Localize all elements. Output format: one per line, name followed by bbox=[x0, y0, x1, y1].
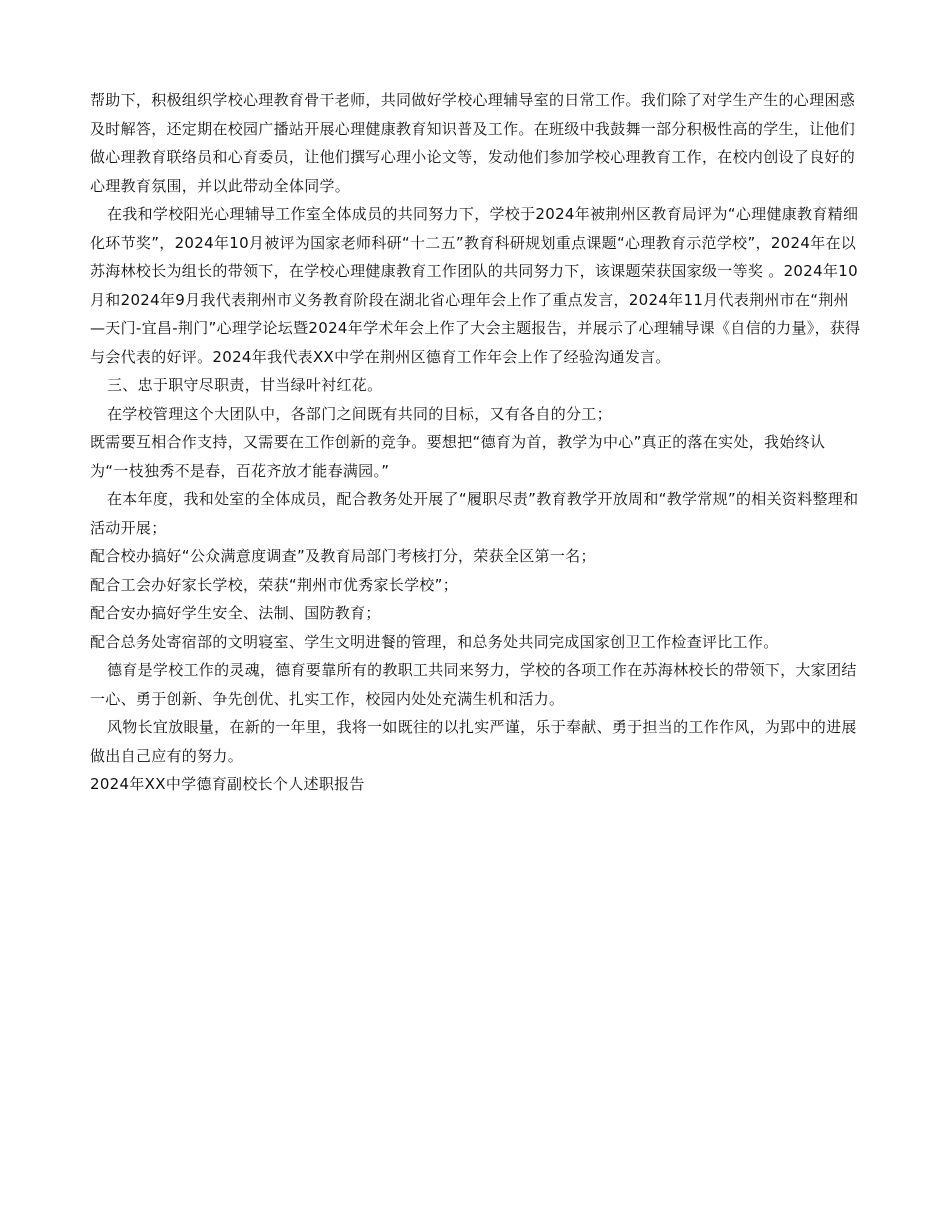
paragraph-moral-education: 德育是学校工作的灵魂，德育要靠所有的教职工共同来努力，学校的各项工作在苏海林校长的带领下，大家团结一心、勇于创新、争先创优、扎实工作，校园内处处充满生机和活力。 bbox=[90, 661, 857, 708]
paragraph-closing: 风物长宜放眼量，在新的一年里，我将一如既往的以扎实严谨，乐于奉献、勇于担当的工作作风，为郢中的进展做出自己应有的努力。 bbox=[90, 718, 857, 765]
paragraph-annual-work: 在本年度，我和处室的全体成员，配合教务处开展了“履职尽责”教育教学开放周和“教学常规”的相关资料整理和活动开展； bbox=[90, 490, 859, 537]
paragraph-team-intro: 在学校管理这个大团队中，各部门之间既有共同的目标，又有各自的分工； bbox=[107, 404, 612, 423]
list-item-safety: 配合安办搞好学生安全、法制、国防教育； bbox=[90, 604, 381, 622]
list-item-general-affairs: 配合总务处寄宿部的文明寝室、学生文明进餐的管理，和总务处共同完成国家创卫工作检查评比工作。 bbox=[90, 632, 779, 651]
list-item-union: 配合工会办好家长学校，荣获“荆州市优秀家长学校”； bbox=[90, 575, 459, 594]
paragraph-continuation: 帮助下，积极组织学校心理教育骨干老师，共同做好学校心理辅导室的日常工作。我们除了对学生产生的心理困惑及时解答，还定期在校园广播站开展心理健康教育知识普及工作。在班级中我鼓舞一部分积极性高的学生，让他们做心理教育联络员和心育委员，让他们撰写心理小论文等，发动他们参加学校心理教育工作，在校内创设了良好的心理教育氛围，并以此带动全体同学。 bbox=[90, 91, 856, 195]
paragraph-achievements: 在我和学校阳光心理辅导工作室全体成员的共同努力下，学校于2024年被荆州区教育局评为“心理健康教育精细化环节奖”，2024年10月被评为国家老师科研“十二五”教育科研规划重点课题“心理教育示范学校”，2024年在以苏海林校长为组长的带领下，在学校心理健康教育工作团队的共同努力下，该课题荣获国家级一等奖 。2024年10月和2024年9月我代表荆州市义务教育阶段在湖北省心理年会上作了重点发言，2024年11月代表荆州市在“荆州—天门-宜昌-荆门”心理学论坛暨2024年学术年会上作了大会主题报告，并展示了心理辅导课《自信的力量》，获得与会代表的好评。2024年我代表XX中学在荆州区德育工作年会上作了经验沟通发言。 bbox=[90, 205, 861, 366]
document-title-footer: 2024年XX中学德育副校长个人述职报告 bbox=[90, 775, 365, 793]
section-heading-three: 三、忠于职守尽职责，甘当绿叶衬红花。 bbox=[107, 376, 383, 394]
paragraph-cooperation: 既需要互相合作支持，又需要在工作创新的竞争。要想把“德育为首，教学为中心”真正的落在实处，我始终认为“一枝独秀不是春，百花齐放才能春满园。” bbox=[90, 433, 826, 480]
list-item-school-office: 配合校办搞好“公众满意度调查”及教育局部门考核打分，荣获全区第一名； bbox=[90, 547, 596, 565]
document-body bbox=[90, 86, 862, 799]
